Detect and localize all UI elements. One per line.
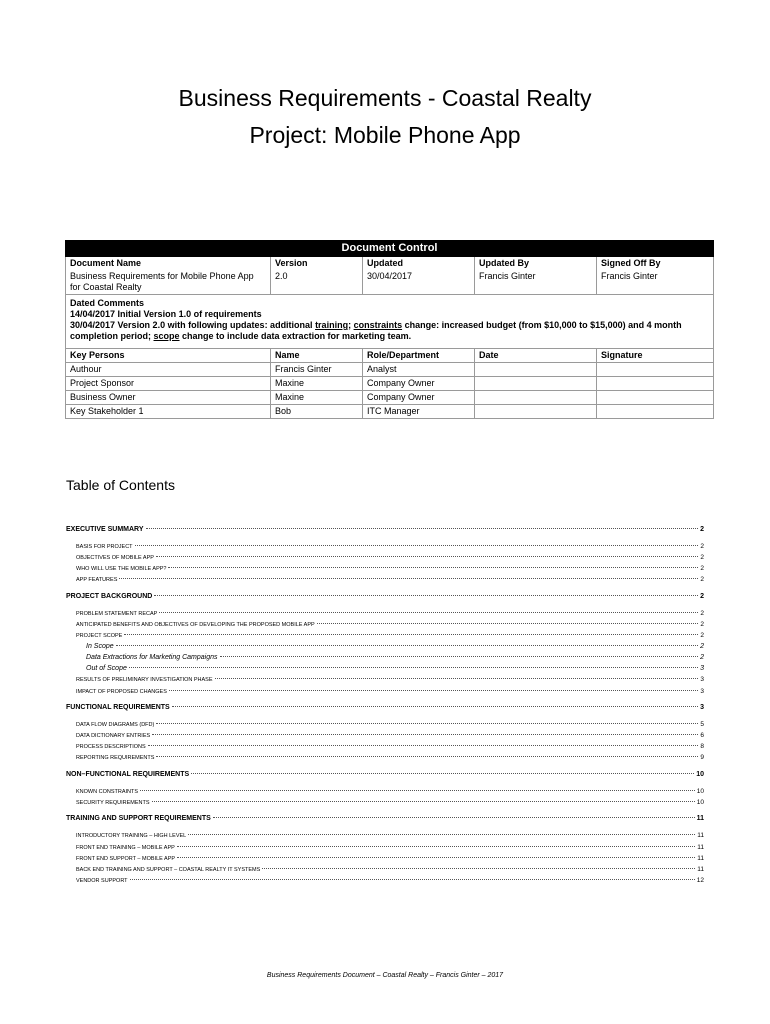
toc-entry-label: PROJECT BACKGROUND [66,592,153,600]
comment-2-training: training [315,320,349,330]
toc-entry-page: 2 [700,554,704,562]
person-date [475,377,597,391]
toc-leader-dots [317,623,699,624]
toc-leader-dots [148,745,699,746]
document-control-header-row [66,241,714,257]
toc-entry[interactable] [66,688,704,695]
updated-by-value: Francis Ginter [475,270,597,295]
toc-leader-dots [215,678,699,679]
toc-entry-label: ANTICIPATED BENEFITS AND OBJECTIVES OF DEVELOPING THE PROPOSED MOBILE APP [76,621,315,628]
toc-leader-dots [159,612,698,613]
toc-leader-dots [172,706,698,707]
col-signature: Signature [597,349,714,363]
toc-leader-dots [140,790,695,791]
toc-entry[interactable] [66,526,704,533]
toc-entry-page: 2 [700,654,704,662]
toc-entry-label: In Scope [86,643,114,651]
toc-entry-page: 11 [697,832,704,840]
toc-entry-label: WHO WILL USE THE MOBILE APP? [76,566,167,573]
toc-entry-page: 2 [700,592,704,600]
toc-entry[interactable] [66,844,704,851]
comment-2-sep: ; [348,320,354,330]
toc-title: Table of Contents [66,477,175,493]
person-role: Project Sponsor [66,377,271,391]
toc-entry-label: DATA DICTIONARY ENTRIES [76,733,151,740]
person-dept: ITC Manager [363,405,475,419]
toc-entry-label: KNOWN CONSTRAINTS [76,788,139,795]
toc-entry[interactable] [66,754,704,761]
updated-value: 30/04/2017 [363,270,475,295]
person-name: Maxine [271,391,363,405]
person-signature [597,377,714,391]
col-updated-by: Updated By [475,257,597,271]
key-persons-columns [66,349,714,363]
person-date [475,391,597,405]
toc-leader-dots [152,801,695,802]
toc-entry[interactable] [66,565,704,572]
person-dept: Company Owner [363,391,475,405]
dated-comments [66,295,714,349]
person-date [475,363,597,377]
key-person-row [66,363,714,377]
toc-entry-label: FRONT END SUPPORT – MOBILE APP [76,855,176,862]
toc-entry-page: 3 [700,665,704,673]
document-name-value: Business Requirements for Mobile Phone App for Coastal Realty [66,270,271,295]
toc-leader-dots [168,567,698,568]
toc-entry-page: 2 [700,620,704,628]
toc-entry-page: 2 [700,576,704,584]
toc-leader-dots [213,817,695,818]
toc-entry[interactable] [66,732,704,739]
col-signed-off-by: Signed Off By [597,257,714,271]
document-title: Business Requirements - Coastal Realty [178,85,592,111]
toc-entry-page: 11 [697,865,704,873]
toc-entry[interactable] [66,632,704,639]
toc-leader-dots [152,734,698,735]
toc-entry-label: INTRODUCTORY TRAINING – HIGH LEVEL [76,833,187,840]
document-control-row [66,270,714,295]
key-person-row [66,405,714,419]
toc-leader-dots [156,756,698,757]
col-updated: Updated [363,257,475,271]
dated-comments-row [66,295,714,349]
toc-entry-label: BASIS FOR PROJECT [76,544,133,550]
toc-entry[interactable] [66,799,704,806]
toc-entry-label: OBJECTIVES OF MOBILE APP [76,555,154,562]
toc-entry[interactable] [66,771,704,778]
toc-entry[interactable] [66,643,704,650]
toc-entry[interactable] [66,543,704,550]
toc-entry-page: 10 [696,798,704,806]
document-control-header: Document Control [66,241,714,257]
toc-entry-page: 11 [697,843,704,851]
key-person-row [66,391,714,405]
person-name: Maxine [271,377,363,391]
toc-leader-dots [119,578,698,579]
toc-entry-page: 10 [696,787,704,795]
person-role: Business Owner [66,391,271,405]
toc-entry-page: 10 [696,770,704,778]
toc-entry[interactable] [66,665,704,672]
toc-entry[interactable] [66,654,704,661]
toc-leader-dots [156,556,698,557]
toc-entry[interactable] [66,815,704,822]
toc-entry[interactable] [66,743,704,750]
col-name: Name [271,349,363,363]
toc-entry-label: EXECUTIVE SUMMARY [66,526,144,533]
toc-entry-label: NON–FUNCTIONAL REQUIREMENTS [66,770,190,778]
toc-entry[interactable] [66,593,704,600]
toc-entry-page: 8 [700,743,704,751]
toc-entry[interactable] [66,621,704,628]
toc-leader-dots [130,879,695,880]
document-control-table [65,240,714,419]
toc-entry-label: BACK END TRAINING AND SUPPORT – COASTAL REALTY IT SYSTEMS [76,866,261,873]
toc-entry[interactable] [66,877,704,884]
toc-entry-label: Data Extractions for Marketing Campaigns [86,654,218,662]
toc-entry-page: 3 [700,687,704,695]
toc-leader-dots [135,545,699,546]
toc-entry-page: 11 [696,815,704,823]
person-dept: Company Owner [363,377,475,391]
toc-leader-dots [262,868,695,869]
toc-entry-page: 2 [700,632,704,639]
toc-entry-label: SECURITY REQUIREMENTS [76,799,150,806]
toc-entry-page: 9 [700,754,704,762]
version-value: 2.0 [271,270,363,295]
toc-entry[interactable] [66,554,704,561]
toc-leader-dots [188,834,695,835]
toc-entry-page: 2 [700,609,704,617]
toc-entry[interactable] [66,676,704,683]
toc-leader-dots [177,846,695,847]
col-key-persons: Key Persons [66,349,271,363]
toc-entry-page: 2 [700,565,704,573]
toc-entry[interactable] [66,704,704,711]
toc-entry-label: FRONT END TRAINING – MOBILE APP [76,844,175,851]
toc-leader-dots [191,773,694,774]
comment-2-part-c: change to include data extraction for marketing team. [179,331,412,341]
person-role: Key Stakeholder 1 [66,405,271,419]
person-role: Authour [66,363,271,377]
toc-entry-label: REPORTING REQUIREMENTS [76,755,155,762]
toc-entry-page: 2 [700,526,704,533]
person-date [475,405,597,419]
toc-leader-dots [154,595,698,596]
toc-leader-dots [124,634,698,635]
person-name: Bob [271,405,363,419]
dated-comments-label: Dated Comments [70,298,145,308]
person-signature [597,363,714,377]
document-control-columns [66,257,714,271]
person-name: Francis Ginter [271,363,363,377]
toc-leader-dots [177,857,695,858]
person-dept: Analyst [363,363,475,377]
toc-entry-label: IMPACT OF PROPOSED CHANGES [76,688,167,695]
toc-leader-dots [116,645,698,646]
toc-leader-dots [156,723,698,724]
person-signature [597,405,714,419]
toc-entry-label: Out of Scope [86,665,127,673]
key-person-row [66,377,714,391]
toc-entry-page: 2 [700,643,704,651]
toc-entry-label: TRAINING AND SUPPORT REQUIREMENTS [66,815,211,823]
toc-entry-page: 3 [700,676,704,684]
comment-2 [70,320,709,342]
toc-entry-label: APP FEATURES [76,577,118,584]
col-document-name: Document Name [66,257,271,271]
toc-entry-label: VENDOR SUPPORT [76,877,128,884]
toc-entry[interactable] [66,855,704,862]
toc-entry-page: 3 [700,704,704,711]
signed-off-by-value: Francis Ginter [597,270,714,295]
toc-entry-page: 6 [700,732,704,740]
comment-2-part-b: change: increased budget (from $10,000 to $15,000) and 4 month completion period; [70,320,682,341]
toc-entry-label: DATA FLOW DIAGRAMS (DFD) [76,722,155,728]
toc-entry-label: PROJECT SCOPE [76,633,123,639]
toc-entry-page: 11 [697,854,704,862]
toc-entry[interactable] [66,788,704,795]
comment-1: 14/04/2017 Initial Version 1.0 of requirements [70,309,262,319]
toc-entry[interactable] [66,721,704,728]
col-role-department: Role/Department [363,349,475,363]
person-signature [597,391,714,405]
toc-leader-dots [146,528,699,529]
toc-entry-label: RESULTS OF PRELIMINARY INVESTIGATION PHASE [76,677,213,684]
comment-2-part-a: 30/04/2017 Version 2.0 with following updates: additional [70,320,316,330]
toc-leader-dots [129,667,698,668]
toc-leader-dots [169,690,699,691]
toc-entry-label: PROCESS DESCRIPTIONS [76,744,146,751]
toc-entry-page: 5 [700,721,704,728]
col-version: Version [271,257,363,271]
page-footer: Business Requirements Document – Coastal Realty – Francis Ginter – 2017 [266,972,504,979]
comment-2-scope: scope [153,331,180,341]
toc-entry[interactable] [66,610,704,617]
toc-entry[interactable] [66,576,704,583]
project-title: Project: Mobile Phone App [249,122,521,148]
toc-entry-page: 2 [700,543,704,550]
toc-entry[interactable] [66,866,704,873]
toc-entry-label: FUNCTIONAL REQUIREMENTS [66,704,170,711]
toc-entry[interactable] [66,832,704,839]
col-date: Date [475,349,597,363]
toc-entry-page: 12 [696,876,704,884]
comment-2-constraints: constraints [353,320,403,330]
toc-leader-dots [220,656,699,657]
toc-entry-label: PROBLEM STATEMENT RECAP [76,610,158,617]
